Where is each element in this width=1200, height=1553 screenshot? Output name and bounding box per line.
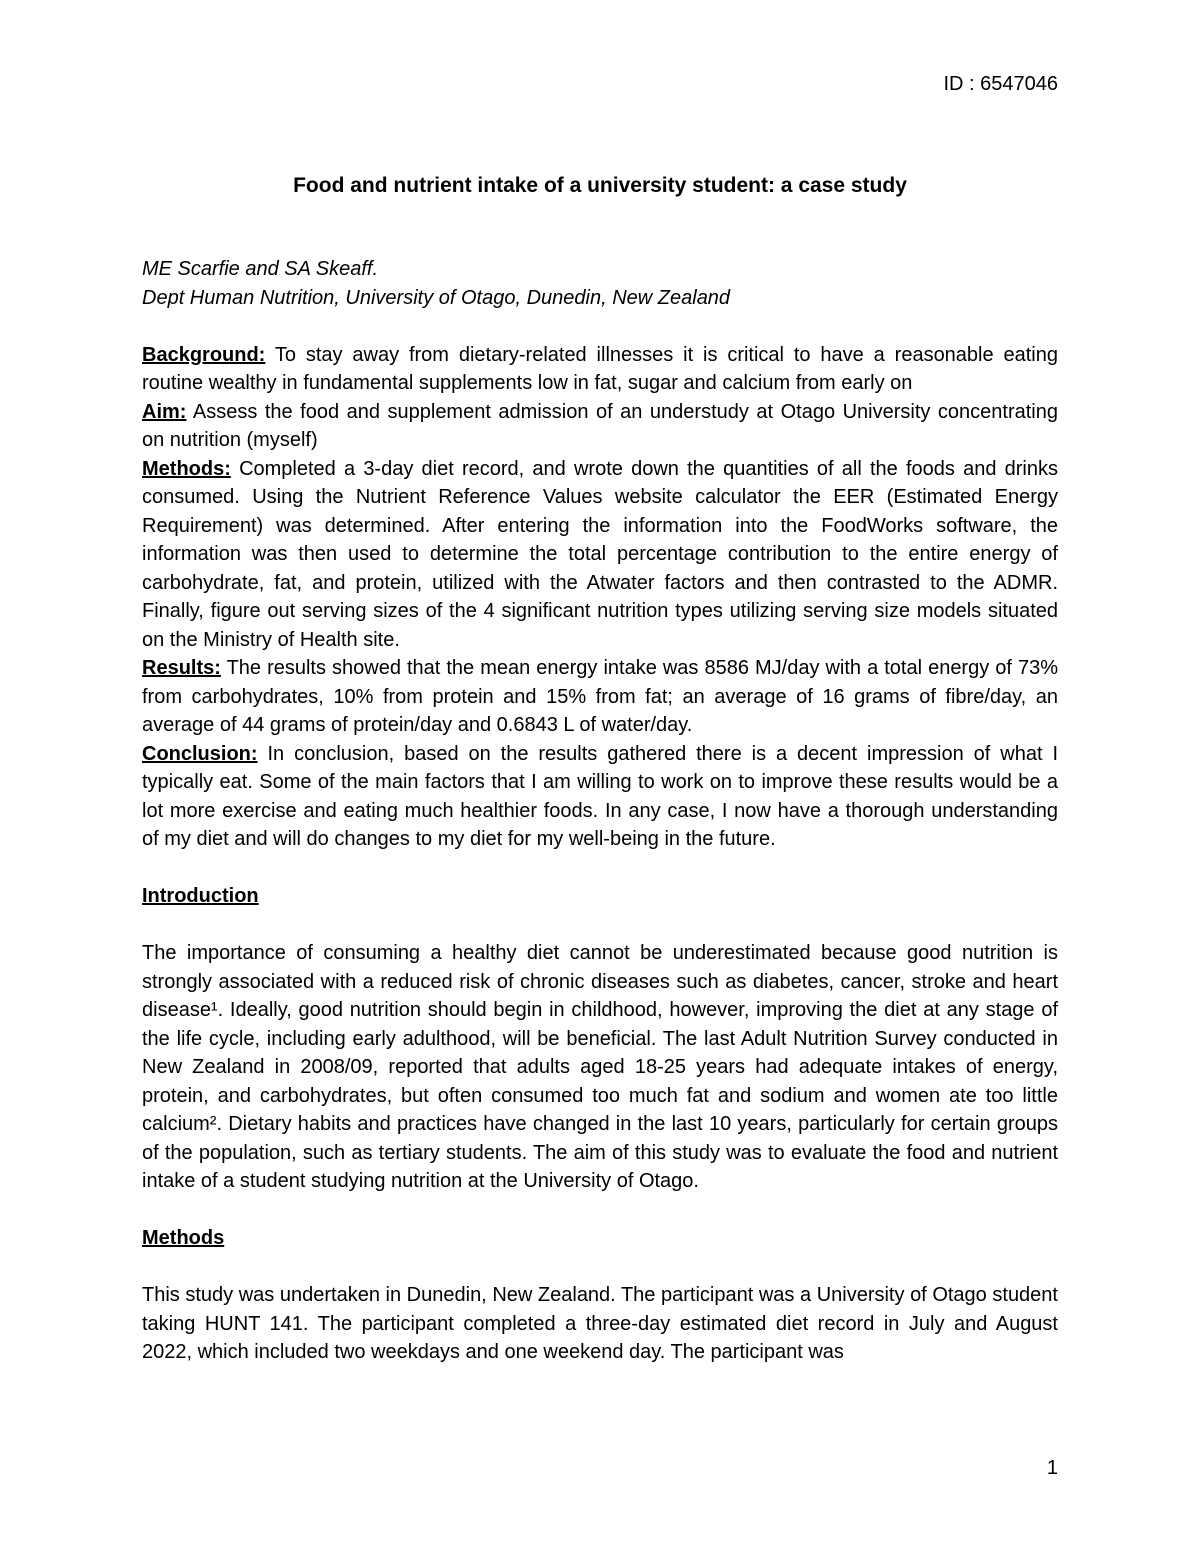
aim-text: Assess the food and supplement admission of an understudy at Otago University concentrating on nutrition (myself) <box>142 400 1058 451</box>
background-text: To stay away from dietary-related illnesses it is critical to have a reasonable eating routine wealthy in fundamental supplements low in fat, sugar and calcium from early on <box>142 343 1058 394</box>
methods-label: Methods: <box>142 457 231 480</box>
results-text: The results showed that the mean energy intake was 8586 MJ/day with a total energy of 73% from carbohydrates, 10% from protein and 15% from fat; an average of 16 grams of fibre/day, an average of 44 grams of protein/day and 0.6843 L of water/day. <box>142 657 1058 736</box>
authors: ME Scarfie and SA Skeaff. <box>142 258 379 280</box>
abstract-aim <box>142 398 1058 455</box>
page-number: 1 <box>1046 1457 1058 1479</box>
results-label: Results: <box>142 657 221 679</box>
paper-body <box>142 255 1058 1367</box>
aim-label: Aim: <box>142 400 187 423</box>
spacer <box>142 312 1058 341</box>
conclusion-text: In conclusion, based on the results gathered there is a decent impression of what I typically eat. Some of the main factors that I am willing to work on to improve these results would be a lot more exercise and eating much healthier foods. In any case, I now have a thorough understanding of my diet and will do changes to my diet for my well-being in the future. <box>142 742 1058 850</box>
spacer <box>142 854 1058 883</box>
spacer <box>142 1253 1058 1282</box>
paper-title: Food and nutrient intake of a university student: a case study <box>293 174 907 197</box>
conclusion-label: Conclusion: <box>142 742 258 765</box>
introduction-paragraph: The importance of consuming a healthy diet cannot be underestimated because good nutrition is strongly associated with a reduced risk of chronic diseases such as diabetes, cancer, stroke and heart disease¹. Ideally, good nutrition should begin in childhood, however, improving the diet at any stage of the life cycle, including early adulthood, will be beneficial. The last Adult Nutrition Survey conducted in New Zealand in 2008/09, reported that adults aged 18-25 years had adequate intakes of energy, protein, and carbohydrates, but often consumed too much fat and sodium and women ate too little calcium². Dietary habits and practices have changed in the last 10 years, particularly for certain groups of the population, such as tertiary students. The aim of this study was to evaluate the food and nutrient intake of a student studying nutrition at the University of Otago. <box>142 942 1058 1192</box>
methods-heading: Methods <box>142 1227 225 1249</box>
abstract-background <box>142 341 1058 398</box>
spacer <box>142 1196 1058 1225</box>
abstract-methods <box>142 455 1058 655</box>
document-id: ID : 6547046 <box>943 73 1058 95</box>
methods-paragraph: This study was undertaken in Dunedin, New Zealand. The participant was a University of Otago student taking HUNT 141. The participant completed a three-day estimated diet record in July and August 2022, which included two weekdays and one weekend day. The participant was <box>142 1284 1058 1363</box>
background-label: Background: <box>142 343 266 366</box>
abstract-results <box>142 654 1058 740</box>
abstract-conclusion <box>142 740 1058 854</box>
methods-text: Completed a 3-day diet record, and wrote down the quantities of all the foods and drinks consumed. Using the Nutrient Reference Values website calculator the EER (Estimated Energy Requirement) was determined. After entering the information into the FoodWorks software, the information was then used to determine the total percentage contribution to the entire energy of carbohydrate, fat, and protein, utilized with the Atwater factors and then contrasted to the ADMR. Finally, figure out serving sizes of the 4 significant nutrition types utilizing serving size models situated on the Ministry of Health site. <box>142 457 1058 651</box>
introduction-heading: Introduction <box>142 885 259 907</box>
affiliation: Dept Human Nutrition, University of Otago, Dunedin, New Zealand <box>142 286 731 309</box>
spacer <box>142 911 1058 940</box>
